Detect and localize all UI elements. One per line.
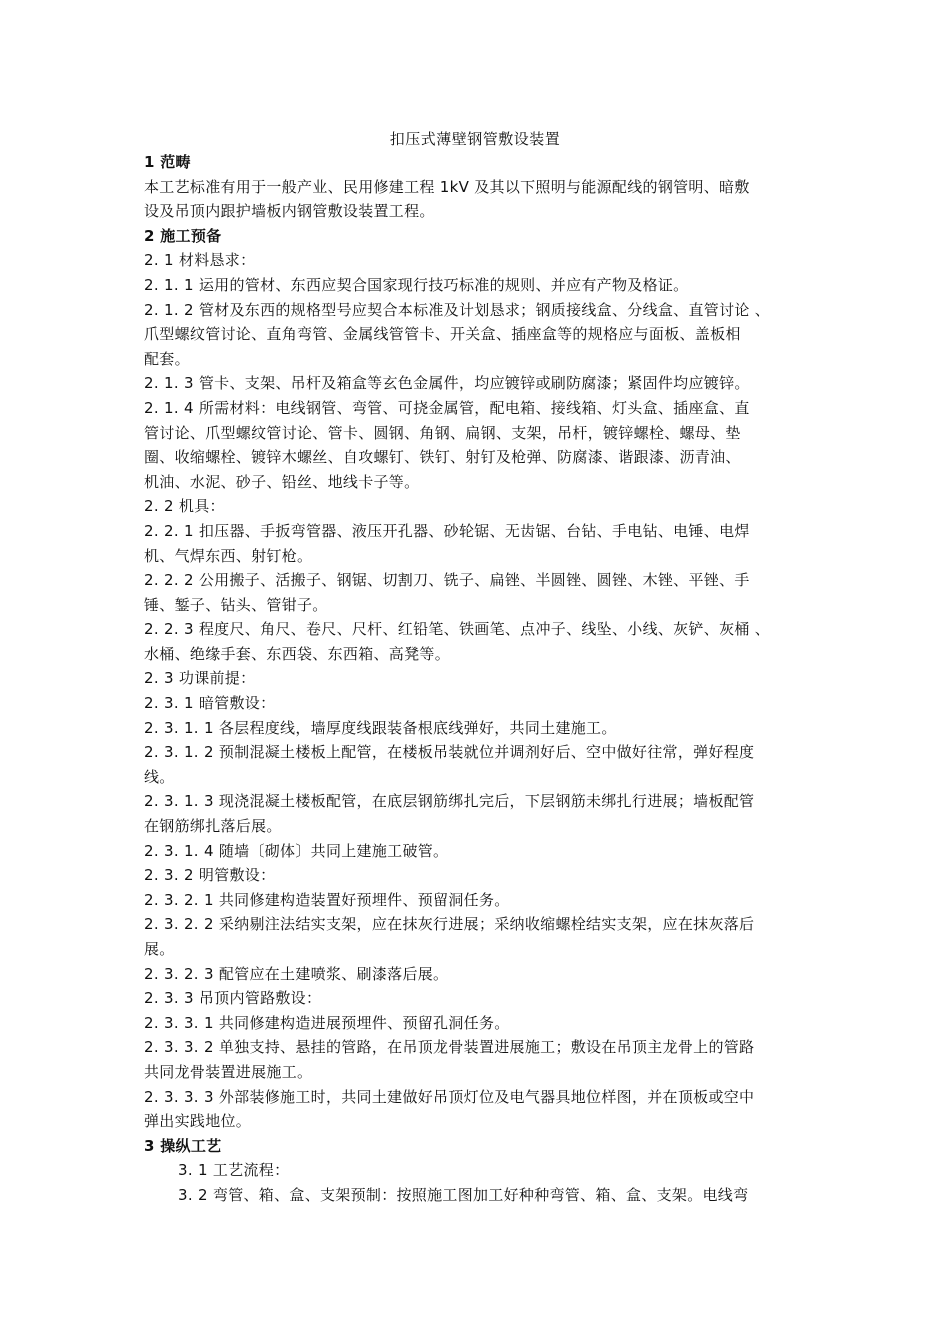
section-heading: 3 操纵工艺 — [144, 1136, 222, 1155]
paragraph-line: 圈、收缩螺栓、镀锌木螺丝、自攻螺钉、铁钉、射钉及枪弹、防腐漆、谐跟漆、沥青油、 — [144, 448, 741, 467]
paragraph-line: 共同龙骨装置进展施工。 — [144, 1062, 313, 1081]
paragraph-line: 2. 3. 1. 4 随墙〔砌体〕共同上建施工破管。 — [144, 841, 449, 860]
paragraph-line: 2. 3. 2 明管敷设： — [144, 866, 276, 885]
paragraph-line: 展。 — [144, 940, 175, 958]
paragraph-line: 3. 2 弯管、箱、盒、支架预制：按照施工图加工好种种弯管、箱、盒、支架。电线弯 — [178, 1185, 749, 1204]
paragraph-line: 水桶、绝缘手套、东西袋、东西箱、高凳等。 — [144, 644, 451, 663]
paragraph-line: 爪型螺纹管讨论、直角弯管、金属线管管卡、开关盒、插座盒等的规格应与面板、盖板相 — [144, 325, 741, 344]
paragraph-line: 2. 3. 1. 3 现浇混凝土楼板配管，在底层钢筋绑扎完后，下层钢筋未绑扎行进展；墙板配管 — [144, 792, 755, 811]
paragraph-line: 设及吊顶内跟护墙板内钢管敷设装置工程。 — [144, 202, 435, 221]
paragraph-line: 在钢筋绑扎落后展。 — [144, 817, 282, 836]
section-heading: 1 范畴 — [144, 153, 191, 171]
paragraph-line: 2. 3. 3 吊顶内管路敷设： — [144, 989, 322, 1008]
paragraph-line: 2. 3. 3. 2 单独支持、悬挂的管路，在吊顶龙骨装置进展施工；敷设在吊顶主龙骨上的管路 — [144, 1038, 755, 1057]
paragraph-line: 2. 1 材料恳求： — [144, 251, 256, 270]
paragraph-line: 线。 — [144, 767, 175, 786]
paragraph-line: 机、气焊东西、射钉枪。 — [144, 546, 313, 565]
paragraph-line: 2. 3. 1 暗管敷设： — [144, 694, 276, 713]
section-heading: 2 施工预备 — [144, 226, 222, 245]
paragraph-line: 弹出实践地位。 — [144, 1112, 252, 1131]
paragraph-line: 2. 2 机具： — [144, 497, 225, 516]
paragraph-line: 本工艺标准有用于一般产业、民用修建工程 1kV 及其以下照明与能源配线的钢管明、暗敷 — [144, 177, 750, 196]
document-body — [144, 150, 814, 1208]
paragraph-line: 管讨论、爪型螺纹管讨论、管卡、圆钢、角钢、扁钢、支架，吊杆，镀锌螺栓、螺母、垫 — [144, 423, 741, 442]
paragraph-line: 2. 2. 2 公用搬子、活搬子、钢锯、切割刀、铣子、扁锉、半圆锉、圆锉、木锉、平锉、手 — [144, 571, 750, 590]
paragraph-line: 2. 3. 2. 2 采纳剔注法结实支架，应在抹灰行进展；采纳收缩螺栓结实支架，应在抹灰落后 — [144, 915, 755, 934]
paragraph-line: 2. 1. 1 运用的管材、东西应契合国家现行技巧标准的规则、并应有产物及格证。 — [144, 275, 689, 294]
paragraph-line: 2. 3. 1. 2 预制混凝土楼板上配管，在楼板吊装就位并调剂好后、空中做好往常，弹好程度 — [144, 743, 755, 762]
paragraph-line: 机油、水泥、砂子、铅丝、地线卡子等。 — [144, 472, 420, 491]
paragraph-line: 配套。 — [144, 349, 190, 368]
paragraph-line: 2. 1. 2 管材及东西的规格型号应契合本标准及计划恳求；钢质接线盒、分线盒、直管讨论 、 — [144, 300, 771, 319]
paragraph-line: 2. 3. 3. 3 外部装修施工时，共同土建做好吊顶灯位及电气器具地位样图，并在顶板或空中 — [144, 1087, 755, 1106]
paragraph-line: 2. 2. 1 扣压器、手扳弯管器、液压开孔器、砂轮锯、无齿锯、台钻、手电钻、电锤、电焊 — [144, 521, 750, 540]
paragraph-line: 2. 1. 3 管卡、支架、吊杆及箱盒等玄色金属件，均应镀锌或刷防腐漆；紧固件均应镀锌。 — [144, 374, 750, 393]
paragraph-line: 2. 1. 4 所需材料：电线钢管、弯管、可挠金属管，配电箱、接线箱、灯头盒、插座盒、直 — [144, 398, 750, 417]
paragraph-line: 2. 2. 3 程度尺、角尺、卷尺、尺杆、红铅笔、铁画笔、点冲子、线坠、小线、灰铲、灰桶 、 — [144, 620, 771, 639]
paragraph-line: 2. 3. 3. 1 共同修建构造进展预埋件、预留孔洞任务。 — [144, 1013, 510, 1032]
paragraph-line: 2. 3. 2. 3 配管应在土建喷浆、刷漆落后展。 — [144, 964, 449, 983]
paragraph-line: 2. 3 功课前提： — [144, 669, 256, 688]
paragraph-line: 3. 1 工艺流程： — [178, 1161, 290, 1180]
paragraph-line: 2. 3. 1. 1 各层程度线，墙厚度线跟装备根底线弹好，共同土建施工。 — [144, 718, 617, 737]
paragraph-line: 锤、錾子、钻头、管钳子。 — [144, 595, 328, 614]
document-title: 扣压式薄壁钢管敷设装置 — [389, 130, 561, 148]
paragraph-line: 2. 3. 2. 1 共同修建构造装置好预埋件、预留洞任务。 — [144, 890, 510, 909]
